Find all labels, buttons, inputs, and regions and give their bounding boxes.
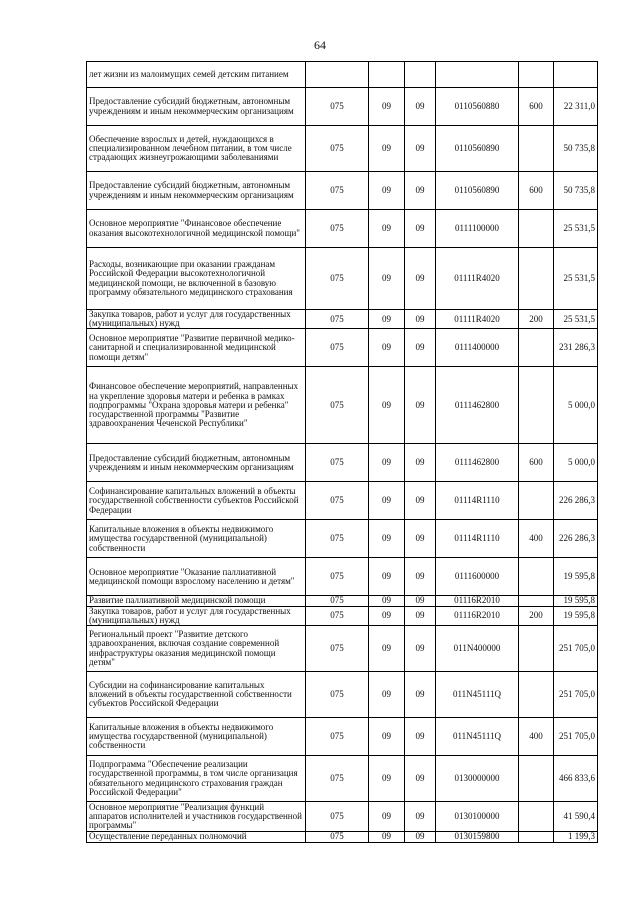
cell-name: Капитальные вложения в объекты недвижимого имущества государственной (муниципальной) собственности (87, 718, 306, 756)
cell-name: Субсидии на софинансирование капитальных вложений в объекты государственной собственности субъектов Российской Федерации (87, 672, 306, 718)
cell-target-article: 011N45111Q (436, 718, 519, 756)
cell-expense-type: 400 (519, 520, 554, 558)
cell-target-article: 0110560880 (436, 88, 519, 126)
cell-ministry-code: 075 (306, 672, 369, 718)
cell-section-code: 09 (369, 756, 405, 802)
cell-subsection-code: 09 (405, 606, 436, 625)
cell-subsection-code: 09 (405, 520, 436, 558)
cell-target-article: 0110560890 (436, 126, 519, 172)
cell-name: Основное мероприятие "Оказание паллиативной медицинской помощи взрослому населению и детям" (87, 558, 306, 596)
table-row (87, 832, 598, 843)
cell-section-code: 09 (369, 172, 405, 210)
cell-target-article: 01114R1110 (436, 482, 519, 520)
cell-name: Предоставление субсидий бюджетным, автономным учреждениям и иным некоммерческим организациям (87, 444, 306, 482)
cell-expense-type (519, 367, 554, 444)
cell-section-code: 09 (369, 210, 405, 248)
table-row (87, 756, 598, 802)
cell-section-code: 09 (369, 520, 405, 558)
cell-name: Финансовое обеспечение мероприятий, направленных на укрепление здоровья матери и ребенка в рамках подпрограммы "Охрана здоровья матери и ребенка" государственной программы "Развитие здравоохранения Чеченской Республики" (87, 367, 306, 444)
cell-target-article: 011N45111Q (436, 672, 519, 718)
cell-section-code: 09 (369, 606, 405, 625)
cell-section-code: 09 (369, 329, 405, 367)
cell-subsection-code (405, 62, 436, 88)
cell-name: Основное мероприятие "Реализация функций аппаратов исполнителей и участников государственной программы" (87, 802, 306, 832)
cell-amount: 41 590,4 (554, 802, 598, 832)
table-row (87, 62, 598, 88)
cell-amount: 231 286,3 (554, 329, 598, 367)
cell-expense-type (519, 558, 554, 596)
cell-expense-type (519, 126, 554, 172)
cell-section-code: 09 (369, 626, 405, 672)
cell-name: Софинансирование капитальных вложений в объекты государственной собственности субъектов Российской Федерации (87, 482, 306, 520)
cell-section-code: 09 (369, 718, 405, 756)
cell-name: Региональный проект "Развитие детского здравоохранения, включая создание современной инфраструктуры оказания медицинской помощи детям" (87, 626, 306, 672)
cell-target-article: 0130100000 (436, 802, 519, 832)
cell-ministry-code: 075 (306, 172, 369, 210)
cell-subsection-code: 09 (405, 802, 436, 832)
cell-subsection-code: 09 (405, 832, 436, 843)
cell-name: Основное мероприятие "Развитие первичной медико-санитарной и специализированной медицинской помощи детям" (87, 329, 306, 367)
cell-amount: 19 595,8 (554, 596, 598, 606)
cell-expense-type: 200 (519, 606, 554, 625)
cell-expense-type: 600 (519, 172, 554, 210)
budget-table (86, 61, 598, 843)
cell-amount: 50 735,8 (554, 126, 598, 172)
cell-amount: 251 705,0 (554, 626, 598, 672)
cell-amount: 25 531,5 (554, 248, 598, 310)
cell-subsection-code: 09 (405, 672, 436, 718)
cell-section-code: 09 (369, 310, 405, 329)
cell-amount: 19 595,8 (554, 606, 598, 625)
cell-subsection-code: 09 (405, 210, 436, 248)
cell-section-code: 09 (369, 802, 405, 832)
cell-target-article: 01111R4020 (436, 310, 519, 329)
cell-name: Предоставление субсидий бюджетным, автономным учреждениям и иным некоммерческим организациям (87, 172, 306, 210)
cell-amount: 22 311,0 (554, 88, 598, 126)
cell-section-code: 09 (369, 832, 405, 843)
cell-expense-type (519, 756, 554, 802)
cell-ministry-code: 075 (306, 520, 369, 558)
table-row (87, 444, 598, 482)
cell-expense-type (519, 626, 554, 672)
cell-name: лет жизни из малоимущих семей детским питанием (87, 62, 306, 88)
cell-ministry-code: 075 (306, 88, 369, 126)
cell-name: Обеспечение взрослых и детей, нуждающихся в специализированном лечебном питании, в том числе страдающих жизнеугрожающими заболеваниями (87, 126, 306, 172)
table-row (87, 126, 598, 172)
cell-expense-type (519, 672, 554, 718)
cell-ministry-code: 075 (306, 444, 369, 482)
cell-section-code: 09 (369, 596, 405, 606)
cell-amount: 25 531,5 (554, 310, 598, 329)
cell-name: Предоставление субсидий бюджетным, автономным учреждениям и иным некоммерческим организациям (87, 88, 306, 126)
cell-subsection-code: 09 (405, 329, 436, 367)
table-row (87, 626, 598, 672)
cell-amount: 226 286,3 (554, 520, 598, 558)
budget-table-body (87, 62, 598, 843)
cell-expense-type: 600 (519, 444, 554, 482)
table-row (87, 482, 598, 520)
cell-expense-type (519, 482, 554, 520)
cell-subsection-code: 09 (405, 248, 436, 310)
cell-ministry-code: 075 (306, 248, 369, 310)
table-row (87, 802, 598, 832)
table-row (87, 329, 598, 367)
table-row (87, 367, 598, 444)
page-number: 64 (314, 38, 326, 52)
table-row (87, 596, 598, 606)
cell-expense-type (519, 802, 554, 832)
cell-amount: 226 286,3 (554, 482, 598, 520)
cell-subsection-code: 09 (405, 126, 436, 172)
cell-section-code: 09 (369, 672, 405, 718)
cell-name: Подпрограмма "Обеспечение реализации государственной программы, в том числе организация обязательного медицинского страхования граждан Российской Федерации" (87, 756, 306, 802)
cell-ministry-code: 075 (306, 718, 369, 756)
cell-expense-type: 600 (519, 88, 554, 126)
cell-ministry-code: 075 (306, 310, 369, 329)
cell-expense-type: 200 (519, 310, 554, 329)
cell-amount (554, 62, 598, 88)
cell-expense-type (519, 248, 554, 310)
cell-name: Осуществление переданных полномочий (87, 832, 306, 843)
cell-subsection-code: 09 (405, 88, 436, 126)
cell-name: Основное мероприятие "Финансовое обеспечение оказания высокотехнологичной медицинской помощи" (87, 210, 306, 248)
cell-target-article: 011N400000 (436, 626, 519, 672)
cell-amount: 251 705,0 (554, 718, 598, 756)
cell-subsection-code: 09 (405, 310, 436, 329)
cell-target-article: 01111R4020 (436, 248, 519, 310)
cell-target-article: 0111400000 (436, 329, 519, 367)
cell-subsection-code: 09 (405, 172, 436, 210)
cell-target-article: 0111100000 (436, 210, 519, 248)
table-row (87, 248, 598, 310)
cell-target-article: 0111462800 (436, 444, 519, 482)
cell-subsection-code: 09 (405, 482, 436, 520)
cell-section-code: 09 (369, 367, 405, 444)
cell-section-code: 09 (369, 558, 405, 596)
cell-ministry-code: 075 (306, 558, 369, 596)
cell-section-code: 09 (369, 248, 405, 310)
cell-subsection-code: 09 (405, 367, 436, 444)
cell-section-code: 09 (369, 482, 405, 520)
cell-subsection-code: 09 (405, 626, 436, 672)
cell-target-article: 0130000000 (436, 756, 519, 802)
table-row (87, 520, 598, 558)
cell-target-article: 01114R1110 (436, 520, 519, 558)
cell-target-article: 0110560890 (436, 172, 519, 210)
cell-amount: 19 595,8 (554, 558, 598, 596)
cell-target-article (436, 62, 519, 88)
table-row (87, 172, 598, 210)
cell-ministry-code: 075 (306, 210, 369, 248)
cell-expense-type (519, 210, 554, 248)
cell-expense-type: 400 (519, 718, 554, 756)
cell-section-code: 09 (369, 88, 405, 126)
cell-name: Капитальные вложения в объекты недвижимого имущества государственной (муниципальной) собственности (87, 520, 306, 558)
table-row (87, 558, 598, 596)
cell-amount: 5 000,0 (554, 444, 598, 482)
cell-subsection-code: 09 (405, 444, 436, 482)
cell-subsection-code: 09 (405, 718, 436, 756)
cell-amount: 25 531,5 (554, 210, 598, 248)
cell-ministry-code: 075 (306, 606, 369, 625)
cell-name: Закупка товаров, работ и услуг для государственных (муниципальных) нужд (87, 606, 306, 625)
cell-target-article: 0111462800 (436, 367, 519, 444)
cell-target-article: 0111600000 (436, 558, 519, 596)
cell-subsection-code: 09 (405, 756, 436, 802)
cell-name: Развитие паллиативной медицинской помощи (87, 596, 306, 606)
cell-amount: 5 000,0 (554, 367, 598, 444)
cell-ministry-code: 075 (306, 802, 369, 832)
cell-ministry-code: 075 (306, 626, 369, 672)
cell-target-article: 01116R2010 (436, 596, 519, 606)
cell-ministry-code: 075 (306, 832, 369, 843)
cell-name: Закупка товаров, работ и услуг для государственных (муниципальных) нужд (87, 310, 306, 329)
table-row (87, 606, 598, 625)
cell-section-code: 09 (369, 126, 405, 172)
cell-subsection-code: 09 (405, 558, 436, 596)
table-row (87, 88, 598, 126)
cell-section-code (369, 62, 405, 88)
cell-ministry-code: 075 (306, 596, 369, 606)
cell-expense-type (519, 832, 554, 843)
cell-amount: 1 199,3 (554, 832, 598, 843)
cell-amount: 50 735,8 (554, 172, 598, 210)
cell-name: Расходы, возникающие при оказании гражданам Российской Федерации высокотехнологичной медицинской помощи, не включенной в базовую программу обязательного медицинского страхования (87, 248, 306, 310)
cell-ministry-code: 075 (306, 482, 369, 520)
cell-ministry-code: 075 (306, 329, 369, 367)
cell-expense-type (519, 596, 554, 606)
cell-ministry-code: 075 (306, 367, 369, 444)
table-row (87, 210, 598, 248)
cell-ministry-code (306, 62, 369, 88)
cell-section-code: 09 (369, 444, 405, 482)
cell-ministry-code: 075 (306, 126, 369, 172)
cell-expense-type (519, 62, 554, 88)
cell-ministry-code: 075 (306, 756, 369, 802)
cell-amount: 251 705,0 (554, 672, 598, 718)
cell-target-article: 0130159800 (436, 832, 519, 843)
cell-subsection-code: 09 (405, 596, 436, 606)
cell-expense-type (519, 329, 554, 367)
table-row (87, 672, 598, 718)
table-row (87, 718, 598, 756)
cell-target-article: 01116R2010 (436, 606, 519, 625)
table-row (87, 310, 598, 329)
cell-amount: 466 833,6 (554, 756, 598, 802)
